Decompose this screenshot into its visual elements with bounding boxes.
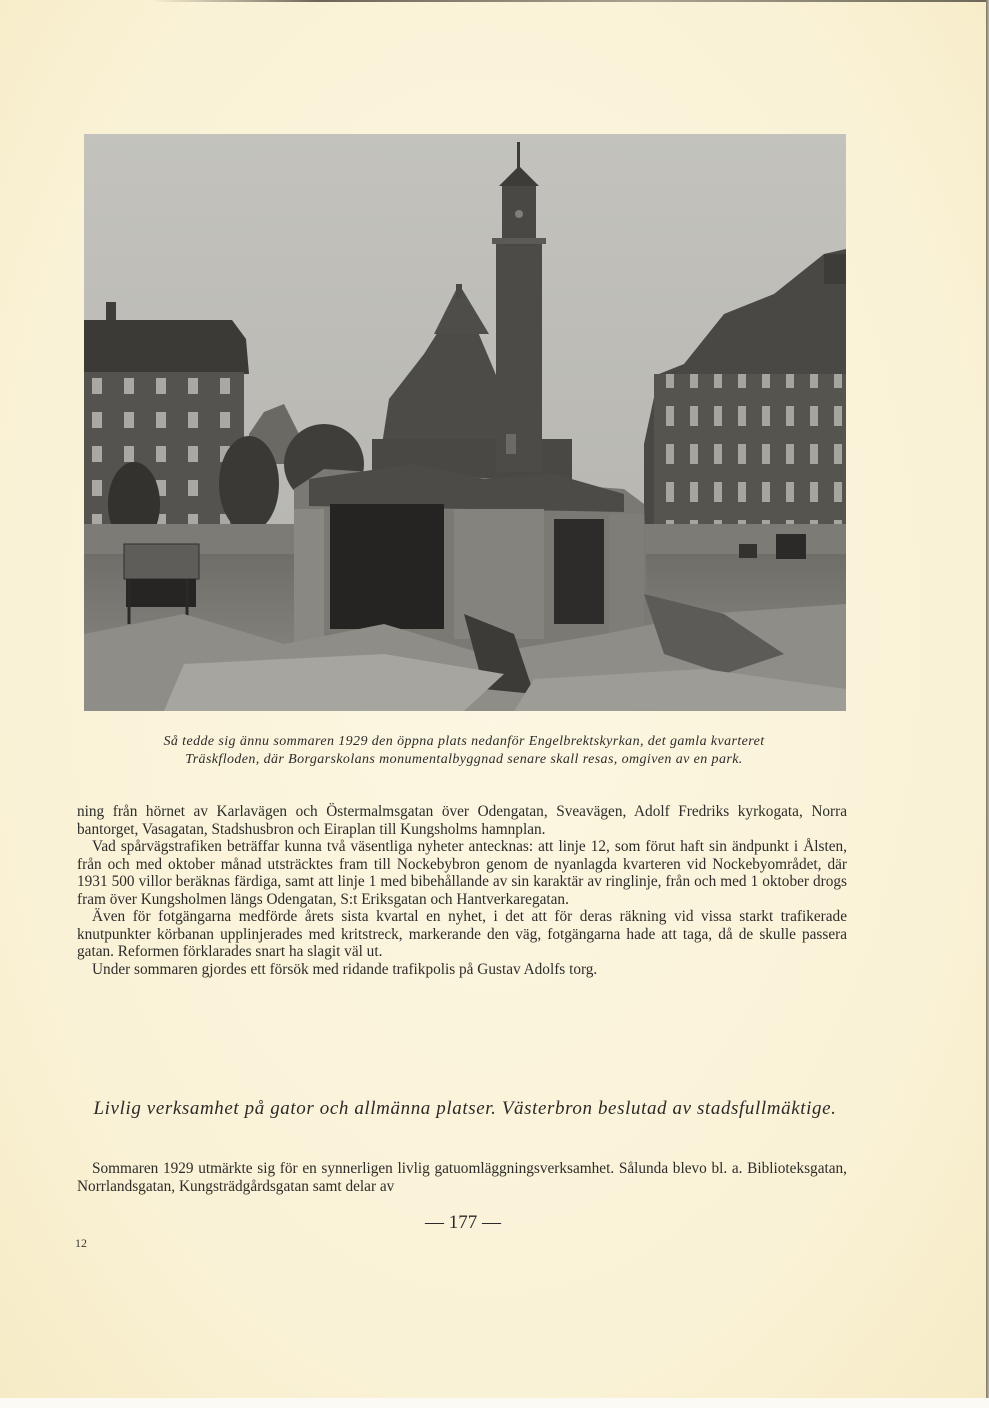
scan-top-edge [150, 0, 986, 2]
paragraph-street-works: Sommaren 1929 utmärkte sig för en synnerligen livlig gatuomläggningsverksamhet. Sålunda blevo bl. a. Biblioteksgatan, Norrlandsgatan, Kungsträdgårdsgatan samt delar av [77, 1160, 847, 1195]
photograph [84, 134, 846, 711]
body-text [77, 803, 847, 978]
section-heading: Livlig verksamhet på gator och allmänna platser. Västerbron beslutad av stadsfullmäktige. [93, 1098, 837, 1119]
caption-line-2: Träskfloden, där Borgarskolans monumentalbyggnad senare skall resas, omgiven av en park. [185, 752, 743, 767]
paragraph-tramways: Vad spårvägstrafiken beträffar kunna två väsentliga nyheter antecknas: att linje 12, som förut haft sin ändpunkt i Ålsten, från och med oktober månad utsträcktes fram till Nockebybron genom de nyanlagda kvarteren vid Nockebyområdet, där 1931 500 villor beräknas färdiga, samt att linje 1 med bibehållande av sin karaktär av ringlinje, från och med 1 oktober drogs fram över Kungsholmen längs Odengatan, S:t Eriksgatan och Hantverkaregatan. [77, 838, 847, 908]
scan-bottom-margin [0, 1398, 989, 1408]
paragraph-continuation: ning från hörnet av Karlavägen och Östermalmsgatan över Odengatan, Sveavägen, Adolf Fredriks kyrkogata, Norra bantorget, Vasagatan, Stadshusbron och Eiraplan till Kungsholms hamnplan. [77, 803, 847, 838]
signature-mark: 12 [75, 1236, 87, 1250]
photo-illustration [84, 134, 846, 711]
section-body [77, 1160, 847, 1196]
paragraph-mounted-police: Under sommaren gjordes ett försök med ridande trafikpolis på Gustav Adolfs torg. [92, 960, 598, 978]
page-number: — 177 — [425, 1212, 501, 1233]
paragraph-pedestrians: Även för fotgängarna medförde årets sista kvartal en nyhet, i det att för deras räkning vid vissa starkt trafikerade knutpunkter körbanan upplinjerades med kritstreck, markerande den väg, fotgängarna hade att taga, då de skulle passera gatan. Reformen förklarades snart ha slagit väl ut. [77, 908, 847, 960]
photo-caption [76, 733, 852, 769]
caption-line-1: Så tedde sig ännu sommaren 1929 den öppna plats nedanför Engelbrektskyrkan, det gamla kvarteret [163, 734, 765, 749]
